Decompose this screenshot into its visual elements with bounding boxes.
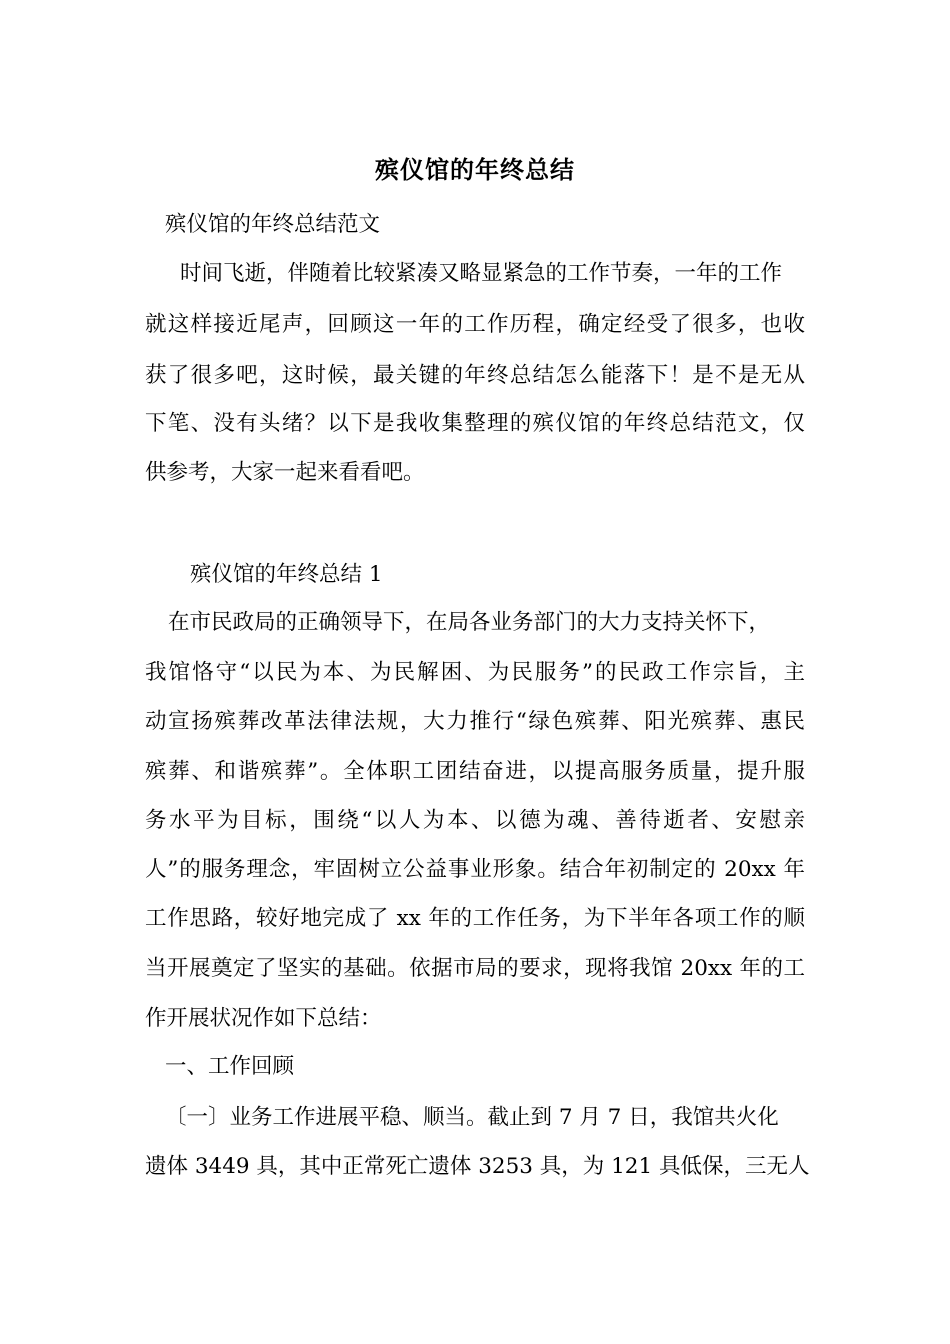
section-line-2: 我馆恪守“以民为本、为民解困、为民服务”的民政工作宗旨，主 <box>145 660 805 685</box>
intro-line-1: 时间飞逝，伴随着比较紧凑又略显紧急的工作节奏，一年的工作 <box>180 261 783 286</box>
section-line-4: 殡葬、和谐殡葬”。全体职工团结奋进，以提高服务质量，提升服 <box>145 759 805 784</box>
document-subtitle: 殡仪馆的年终总结范文 <box>165 212 381 237</box>
review-line-1: 〔一〕业务工作进展平稳、顺当。截止到 7 月 7 日，我馆共火化 <box>165 1105 779 1130</box>
section-line-8: 当开展奠定了坚实的基础。依据市局的要求，现将我馆 20xx 年的工 <box>145 956 805 981</box>
section-line-5: 务水平为目标，围绕“以人为本、以德为魂、善待逝者、安慰亲 <box>145 808 805 833</box>
section-heading: 殡仪馆的年终总结 1 <box>190 562 383 587</box>
section-line-9: 作开展状况作如下总结： <box>145 1006 382 1031</box>
section-line-6: 人”的服务理念，牢固树立公益事业形象。结合年初制定的 20xx 年 <box>145 857 805 882</box>
intro-line-3: 获了很多吧，这时候，最关键的年终总结怎么能落下！是不是无从 <box>145 363 805 388</box>
review-heading: 一、工作回顾 <box>165 1054 295 1079</box>
section-line-3: 动宣扬殡葬改革法律法规，大力推行“绿色殡葬、阳光殡葬、惠民 <box>145 709 805 734</box>
section-line-7: 工作思路，较好地完成了 xx 年的工作任务，为下半年各项工作的顺 <box>145 906 805 931</box>
section-line-1: 在市民政局的正确领导下，在局各业务部门的大力支持关怀下， <box>168 610 771 635</box>
intro-line-2: 就这样接近尾声，回顾这一年的工作历程，确定经受了很多，也收 <box>145 312 805 337</box>
intro-line-5: 供参考，大家一起来看看吧。 <box>145 460 425 485</box>
document-title: 殡仪馆的年终总结 <box>375 155 575 184</box>
intro-line-4: 下笔、没有头绪？以下是我收集整理的殡仪馆的年终总结范文，仅 <box>145 411 805 436</box>
review-line-2: 遗体 3449 具，其中正常死亡遗体 3253 具，为 121 具低保，三无人 <box>145 1154 810 1179</box>
